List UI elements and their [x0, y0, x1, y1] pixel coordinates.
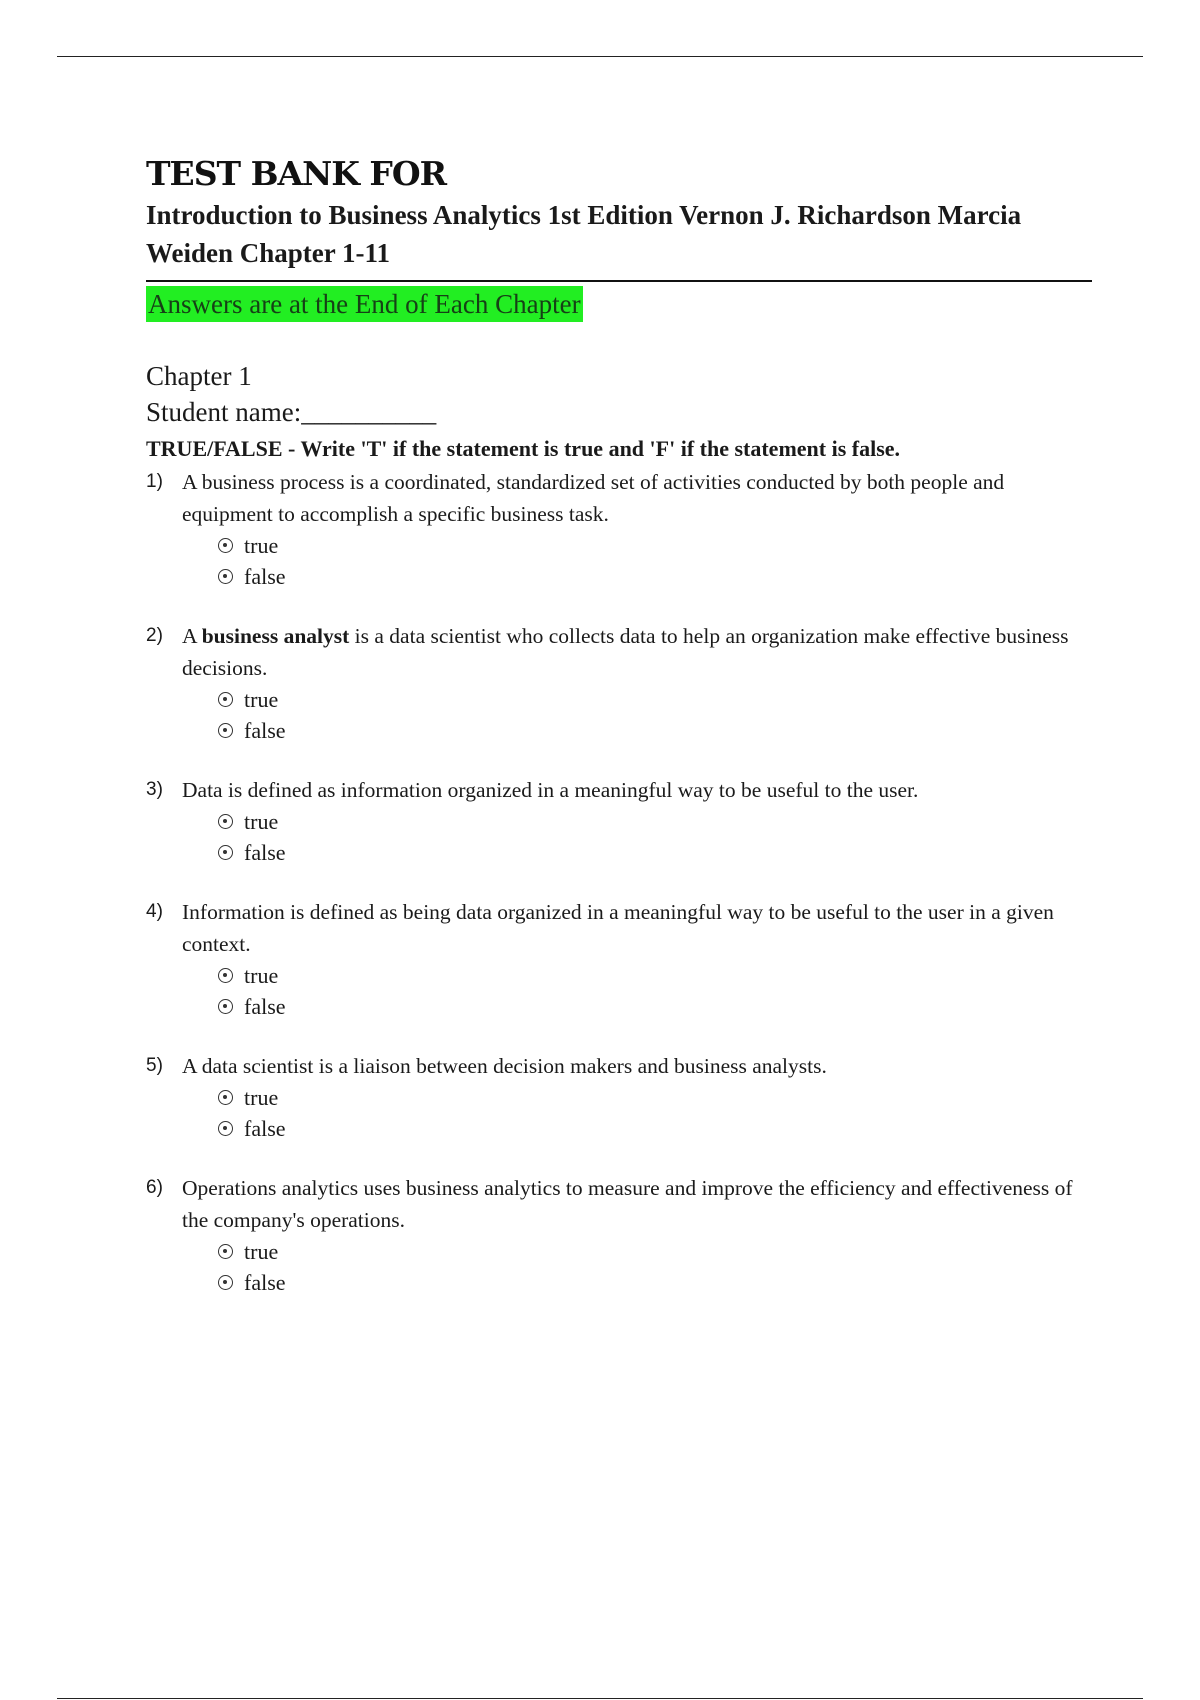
- question-text: A business process is a coordinated, standardized set of activities conducted by both people and equipment to accomplish a specific business task.: [182, 470, 1005, 526]
- question-text-start: A: [182, 624, 202, 648]
- question-number: 6): [146, 1177, 163, 1198]
- option-label: true: [244, 808, 279, 834]
- option-false[interactable]: [218, 715, 1092, 746]
- radio-icon[interactable]: [218, 1275, 233, 1290]
- radio-icon[interactable]: [218, 814, 233, 829]
- answer-options: [218, 684, 1092, 746]
- highlight-wrapper: [146, 286, 1092, 326]
- question-4: [146, 896, 1092, 1022]
- radio-icon[interactable]: [218, 968, 233, 983]
- option-false[interactable]: [218, 561, 1092, 592]
- question-text-bold-term: business analyst: [201, 624, 350, 648]
- option-true[interactable]: [218, 530, 1092, 561]
- question-6: [146, 1172, 1092, 1298]
- option-label: false: [244, 563, 286, 589]
- option-label: false: [244, 839, 286, 865]
- question-number: 3): [146, 779, 163, 800]
- answers-note: Answers are at the End of Each Chapter: [146, 286, 583, 322]
- option-label: true: [244, 686, 279, 712]
- document-title: TEST BANK FOR: [146, 154, 447, 193]
- option-label: false: [244, 993, 286, 1019]
- question-text: Data is defined as information organized in a meaningful way to be useful to the user.: [182, 778, 919, 802]
- radio-icon[interactable]: [218, 569, 233, 584]
- option-true[interactable]: [218, 684, 1092, 715]
- radio-icon[interactable]: [218, 1244, 233, 1259]
- option-label: false: [244, 1269, 286, 1295]
- question-1: [146, 466, 1092, 592]
- question-5: [146, 1050, 1092, 1144]
- option-label: false: [244, 1115, 286, 1141]
- option-true[interactable]: [218, 960, 1092, 991]
- question-2: [146, 620, 1092, 746]
- option-true[interactable]: [218, 1082, 1092, 1113]
- question-text: A data scientist is a liaison between decision makers and business analysts.: [182, 1054, 827, 1078]
- option-false[interactable]: [218, 1113, 1092, 1144]
- top-rule: [57, 56, 1143, 57]
- document-body: [146, 152, 1092, 1326]
- radio-icon[interactable]: [218, 845, 233, 860]
- question-text: [182, 620, 1092, 684]
- radio-icon[interactable]: [218, 999, 233, 1014]
- question-text-end: is a data scientist who collects data to help an organization make effective business decisions.: [182, 624, 1069, 680]
- answer-options: [218, 1082, 1092, 1144]
- answer-options: [218, 960, 1092, 1022]
- option-false[interactable]: [218, 991, 1092, 1022]
- option-true[interactable]: [218, 806, 1092, 837]
- option-label: true: [244, 1084, 279, 1110]
- answer-options: [218, 1236, 1092, 1298]
- chapter-heading: Chapter 1: [146, 361, 252, 391]
- option-label: true: [244, 532, 279, 558]
- question-number: 1): [146, 471, 163, 492]
- option-label: true: [244, 1238, 279, 1264]
- question-number: 2): [146, 625, 163, 646]
- radio-icon[interactable]: [218, 723, 233, 738]
- question-text: Information is defined as being data organized in a meaningful way to be useful to the user in a given context.: [182, 900, 1054, 956]
- answer-options: [218, 806, 1092, 868]
- option-false[interactable]: [218, 837, 1092, 868]
- option-false[interactable]: [218, 1267, 1092, 1298]
- question-number: 5): [146, 1055, 163, 1076]
- radio-icon[interactable]: [218, 538, 233, 553]
- question-number: 4): [146, 901, 163, 922]
- bottom-rule: [57, 1698, 1143, 1699]
- radio-icon[interactable]: [218, 1121, 233, 1136]
- option-label: false: [244, 717, 286, 743]
- radio-icon[interactable]: [218, 692, 233, 707]
- radio-icon[interactable]: [218, 1090, 233, 1105]
- answer-options: [218, 530, 1092, 592]
- question-text: Operations analytics uses business analytics to measure and improve the efficiency and effectiveness of the company's operations.: [182, 1176, 1073, 1232]
- document-subtitle: Introduction to Business Analytics 1st Edition Vernon J. Richardson Marcia Weiden Chapter 1-11: [146, 196, 1092, 282]
- student-name-field: Student name:__________: [146, 397, 437, 427]
- question-list: [146, 466, 1092, 1298]
- question-3: [146, 774, 1092, 868]
- instructions: TRUE/FALSE - Write 'T' if the statement is true and 'F' if the statement is false.: [146, 436, 901, 461]
- option-true[interactable]: [218, 1236, 1092, 1267]
- option-label: true: [244, 962, 279, 988]
